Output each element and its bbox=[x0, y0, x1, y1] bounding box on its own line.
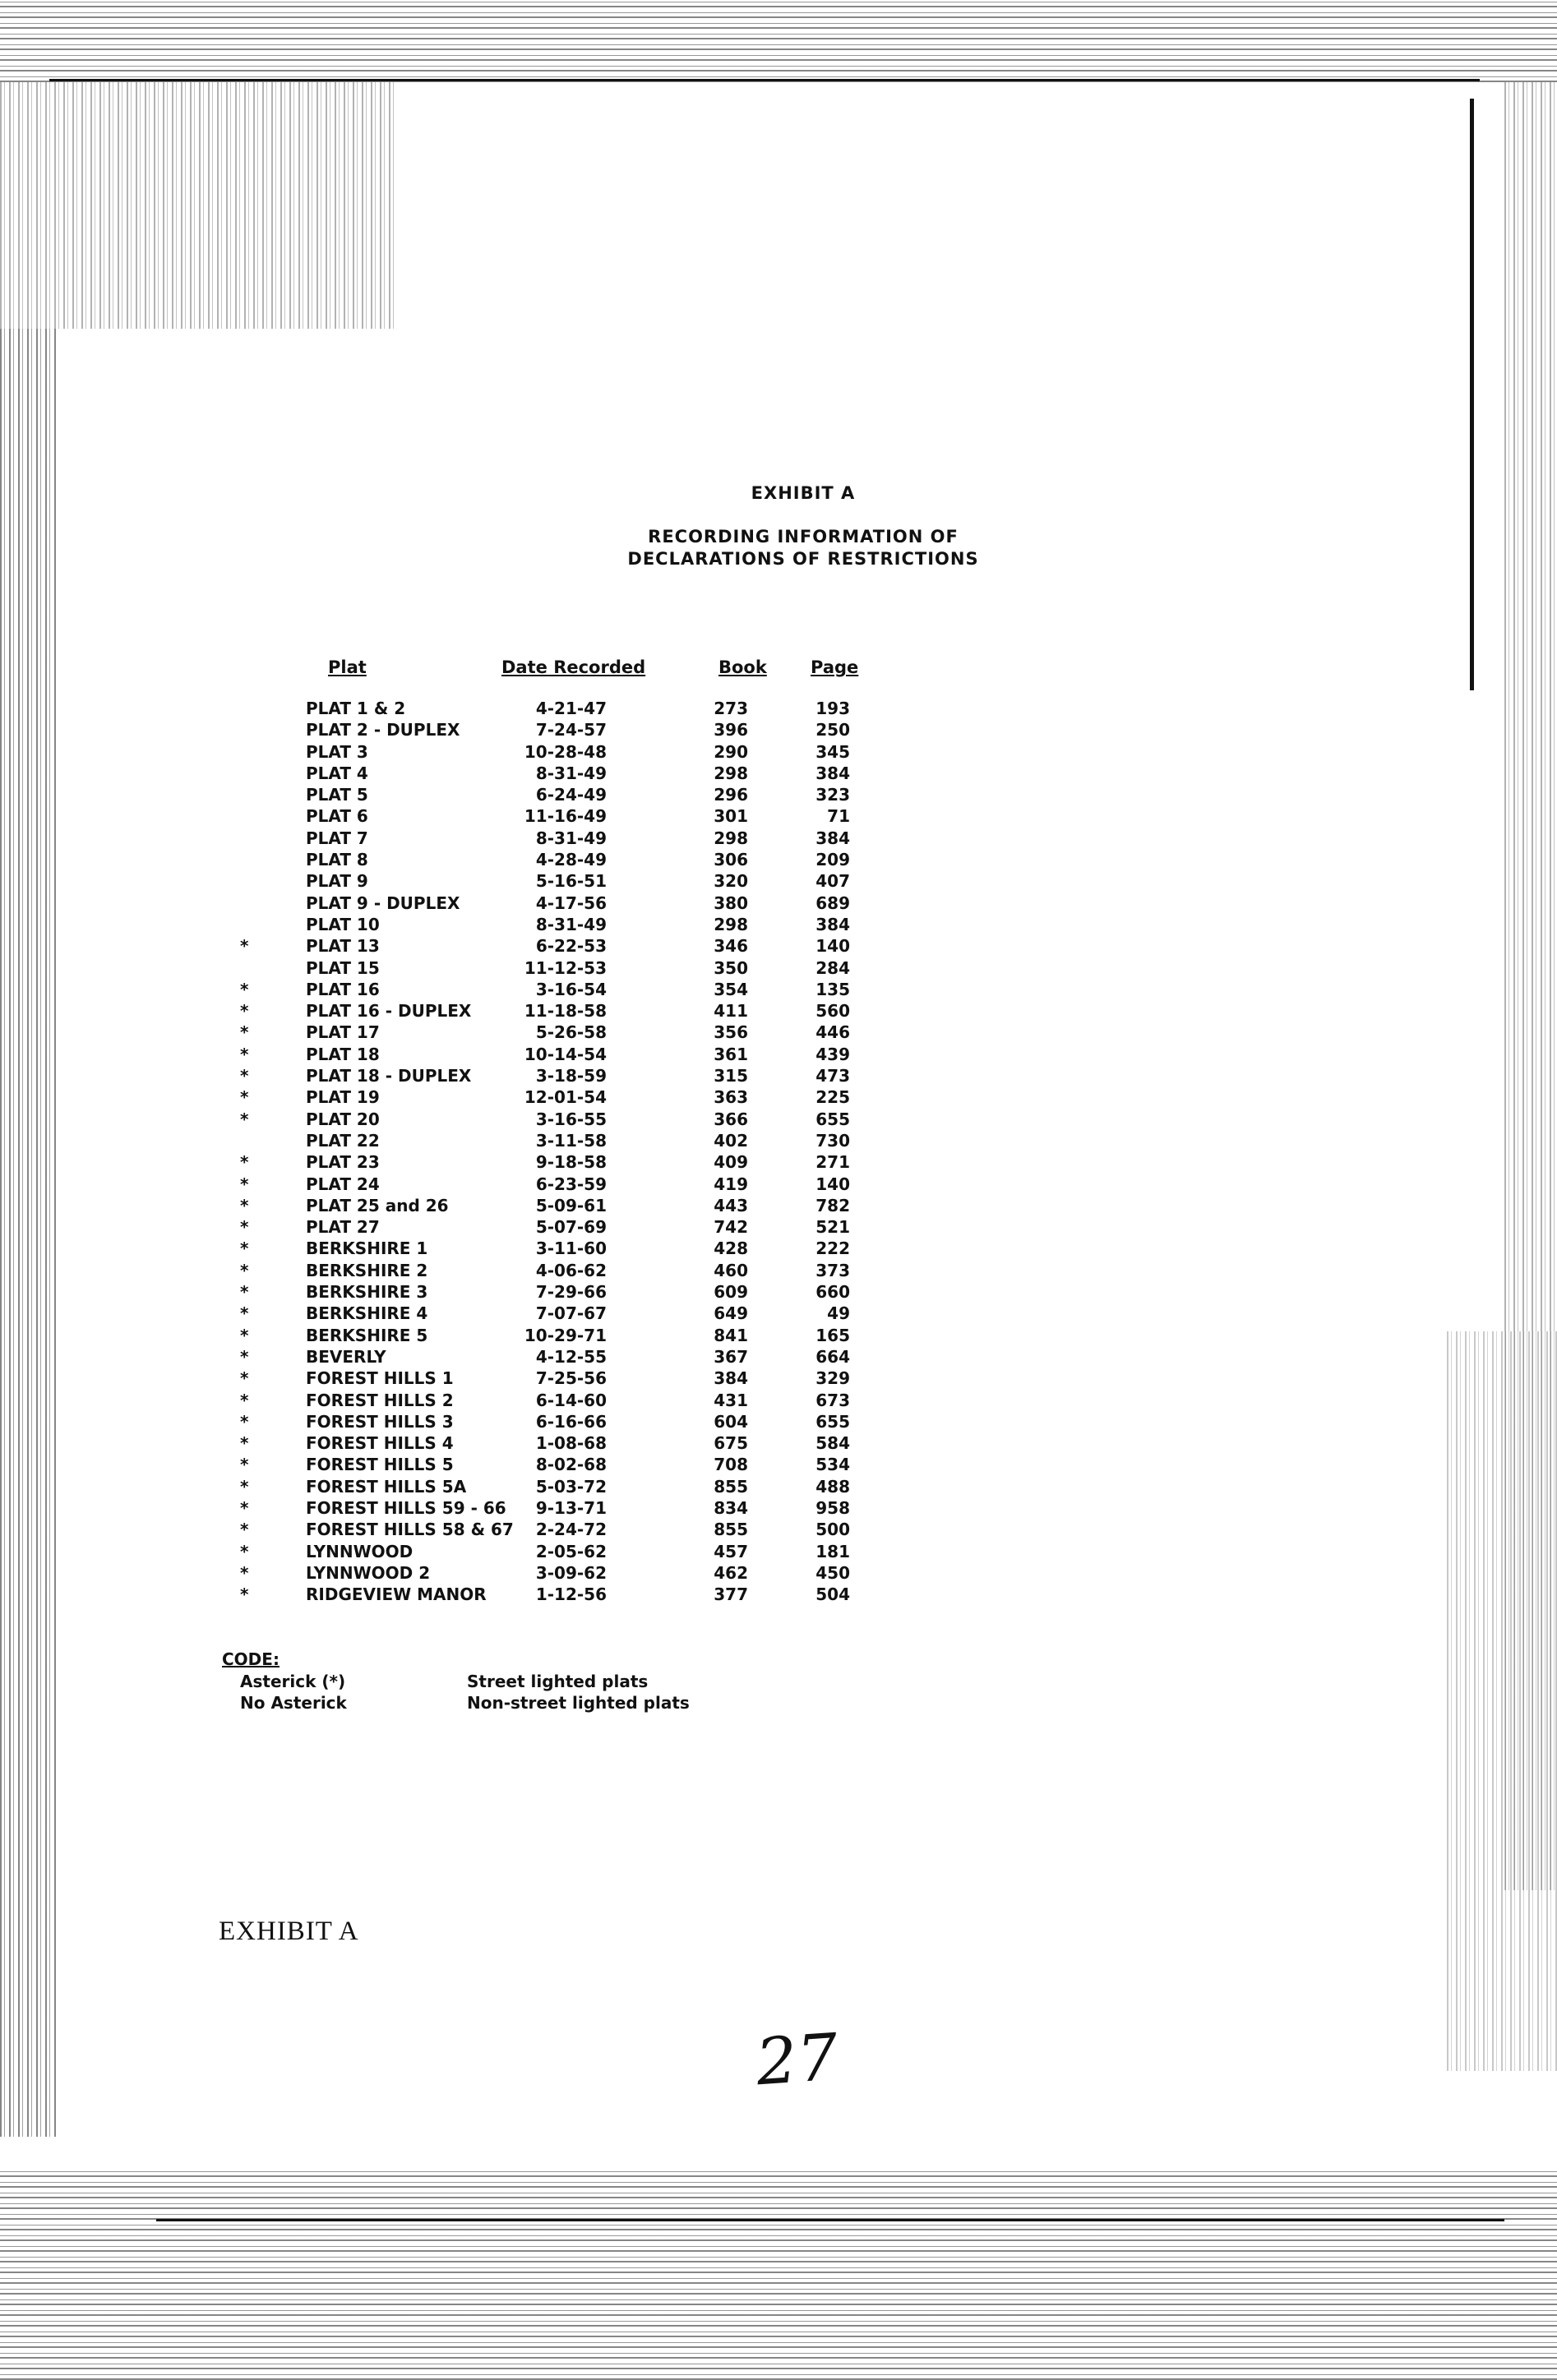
plat-name: FOREST HILLS 5 bbox=[306, 1455, 454, 1475]
document-title: EXHIBIT A bbox=[751, 483, 856, 503]
page-number: 439 bbox=[815, 1044, 850, 1064]
date-recorded: 4-12-55 bbox=[535, 1346, 607, 1367]
plat-name: FOREST HILLS 58 & 67 bbox=[306, 1520, 514, 1540]
plat-name: PLAT 5 bbox=[306, 785, 368, 805]
page-number: 373 bbox=[815, 1260, 850, 1280]
table-row bbox=[0, 1303, 1557, 1325]
plat-name: LYNNWOOD bbox=[306, 1541, 414, 1561]
street-lighted-marker: * bbox=[240, 1238, 249, 1259]
book-number: 841 bbox=[714, 1325, 748, 1345]
street-lighted-marker: * bbox=[240, 1001, 249, 1022]
date-recorded: 9-13-71 bbox=[535, 1497, 607, 1518]
date-recorded: 10-29-71 bbox=[524, 1325, 607, 1345]
table-row bbox=[0, 1520, 1557, 1541]
plat-name: PLAT 9 bbox=[306, 871, 368, 892]
plat-name: PLAT 10 bbox=[306, 914, 380, 934]
plat-name: FOREST HILLS 1 bbox=[306, 1368, 454, 1389]
street-lighted-marker: * bbox=[240, 1433, 249, 1454]
page-number: 135 bbox=[815, 979, 850, 999]
plat-name: PLAT 13 bbox=[306, 936, 380, 957]
date-recorded: 4-17-56 bbox=[535, 892, 607, 913]
date-recorded: 3-16-54 bbox=[535, 979, 607, 999]
page-number: 329 bbox=[815, 1368, 850, 1389]
plat-name: PLAT 7 bbox=[306, 828, 368, 848]
page-number: 193 bbox=[815, 699, 850, 718]
book-number: 363 bbox=[714, 1087, 748, 1108]
plat-name: PLAT 9 - DUPLEX bbox=[306, 892, 460, 913]
handwritten-page-number: 27 bbox=[753, 2020, 841, 2101]
book-number: 290 bbox=[714, 741, 748, 762]
table-row bbox=[0, 1045, 1557, 1066]
street-lighted-marker: * bbox=[240, 1022, 249, 1043]
date-recorded: 6-23-59 bbox=[535, 1174, 607, 1194]
plat-name: BERKSHIRE 1 bbox=[306, 1238, 428, 1259]
page-number: 140 bbox=[815, 1174, 850, 1194]
date-recorded: 2-24-72 bbox=[535, 1520, 607, 1540]
date-recorded: 4-06-62 bbox=[535, 1260, 607, 1280]
book-number: 350 bbox=[714, 957, 748, 978]
table-row bbox=[0, 1477, 1557, 1498]
plat-name: LYNNWOOD 2 bbox=[306, 1562, 431, 1583]
page-number: 407 bbox=[815, 871, 850, 892]
plat-name: BERKSHIRE 3 bbox=[306, 1282, 428, 1303]
page-number: 584 bbox=[815, 1433, 850, 1454]
table-row bbox=[0, 1001, 1557, 1022]
page-number: 271 bbox=[815, 1152, 850, 1173]
plat-name: PLAT 6 bbox=[306, 806, 368, 827]
date-recorded: 7-25-56 bbox=[535, 1368, 607, 1389]
page-number: 958 bbox=[815, 1497, 850, 1518]
page-number: 222 bbox=[815, 1238, 850, 1259]
page-number: 209 bbox=[815, 850, 850, 870]
street-lighted-marker: * bbox=[240, 1346, 249, 1367]
code-no-asterisk-label: No Asterick bbox=[240, 1693, 347, 1713]
page-number: 181 bbox=[815, 1541, 850, 1561]
table-row bbox=[0, 1282, 1557, 1303]
table-row bbox=[0, 1196, 1557, 1217]
date-recorded: 8-31-49 bbox=[535, 914, 607, 934]
book-number: 298 bbox=[714, 828, 748, 848]
header-book: Book bbox=[718, 657, 767, 677]
plat-name: PLAT 17 bbox=[306, 1022, 380, 1043]
scan-noise-bottom bbox=[0, 2170, 1557, 2380]
date-recorded: 1-08-68 bbox=[535, 1433, 607, 1454]
page-number: 664 bbox=[815, 1346, 850, 1367]
book-number: 742 bbox=[714, 1217, 748, 1238]
table-row bbox=[0, 785, 1557, 806]
date-recorded: 3-11-58 bbox=[535, 1130, 607, 1151]
scan-rule-bottom bbox=[156, 2219, 1504, 2221]
street-lighted-marker: * bbox=[240, 1325, 249, 1345]
page-number: 284 bbox=[815, 957, 850, 978]
date-recorded: 11-12-53 bbox=[524, 957, 607, 978]
street-lighted-marker: * bbox=[240, 1541, 249, 1561]
page-number: 655 bbox=[815, 1411, 850, 1432]
street-lighted-marker: * bbox=[240, 1497, 249, 1518]
table-row bbox=[0, 1563, 1557, 1584]
table-row bbox=[0, 1066, 1557, 1087]
page-number: 782 bbox=[815, 1195, 850, 1215]
book-number: 708 bbox=[714, 1455, 748, 1475]
page-number: 689 bbox=[815, 892, 850, 913]
table-row bbox=[0, 699, 1557, 720]
plat-name: FOREST HILLS 3 bbox=[306, 1411, 454, 1432]
street-lighted-marker: * bbox=[240, 1066, 249, 1086]
street-lighted-marker: * bbox=[240, 1087, 249, 1108]
table-row bbox=[0, 1455, 1557, 1476]
book-number: 361 bbox=[714, 1044, 748, 1064]
plat-name: FOREST HILLS 5A bbox=[306, 1476, 467, 1497]
date-recorded: 5-16-51 bbox=[535, 871, 607, 892]
date-recorded: 3-16-55 bbox=[535, 1109, 607, 1129]
book-number: 301 bbox=[714, 806, 748, 827]
subtitle-line: DECLARATIONS OF RESTRICTIONS bbox=[627, 549, 979, 569]
date-recorded: 7-24-57 bbox=[535, 720, 607, 740]
table-row bbox=[0, 1584, 1557, 1606]
book-number: 460 bbox=[714, 1260, 748, 1280]
page-number: 473 bbox=[815, 1066, 850, 1086]
table-row bbox=[0, 893, 1557, 915]
header-date-recorded: Date Recorded bbox=[501, 657, 646, 677]
book-number: 402 bbox=[714, 1130, 748, 1151]
date-recorded: 3-09-62 bbox=[535, 1562, 607, 1583]
page-number: 165 bbox=[815, 1325, 850, 1345]
page-number: 140 bbox=[815, 936, 850, 957]
code-asterisk-label: Asterick (*) bbox=[240, 1672, 346, 1691]
street-lighted-marker: * bbox=[240, 979, 249, 999]
street-lighted-marker: * bbox=[240, 1303, 249, 1324]
date-recorded: 4-21-47 bbox=[535, 699, 607, 718]
page-number: 521 bbox=[815, 1217, 850, 1238]
footer-exhibit-label: EXHIBIT A bbox=[219, 1916, 359, 1946]
plat-name: RIDGEVIEW MANOR bbox=[306, 1584, 487, 1605]
scan-rule-right bbox=[1470, 99, 1474, 690]
plat-name: PLAT 15 bbox=[306, 957, 380, 978]
street-lighted-marker: * bbox=[240, 1152, 249, 1173]
date-recorded: 6-14-60 bbox=[535, 1390, 607, 1410]
street-lighted-marker: * bbox=[240, 1195, 249, 1215]
plat-name: PLAT 2 - DUPLEX bbox=[306, 720, 460, 740]
table-row bbox=[0, 1433, 1557, 1455]
plat-name: PLAT 18 - DUPLEX bbox=[306, 1066, 472, 1086]
book-number: 273 bbox=[714, 699, 748, 718]
book-number: 346 bbox=[714, 936, 748, 957]
table-row bbox=[0, 936, 1557, 957]
plat-name: PLAT 1 & 2 bbox=[306, 699, 406, 718]
book-number: 380 bbox=[714, 892, 748, 913]
book-number: 298 bbox=[714, 914, 748, 934]
header-page: Page bbox=[811, 657, 859, 677]
page-number: 488 bbox=[815, 1476, 850, 1497]
table-row bbox=[0, 1152, 1557, 1174]
header-plat: Plat bbox=[328, 657, 367, 677]
date-recorded: 8-02-68 bbox=[535, 1455, 607, 1475]
page-number: 323 bbox=[815, 785, 850, 805]
plat-name: PLAT 8 bbox=[306, 850, 368, 870]
plat-name: FOREST HILLS 4 bbox=[306, 1433, 454, 1454]
date-recorded: 11-18-58 bbox=[524, 1001, 607, 1022]
book-number: 411 bbox=[714, 1001, 748, 1022]
page-number: 560 bbox=[815, 1001, 850, 1022]
table-row bbox=[0, 1261, 1557, 1282]
plat-name: BERKSHIRE 2 bbox=[306, 1260, 428, 1280]
page-number: 730 bbox=[815, 1130, 850, 1151]
plat-name: PLAT 16 - DUPLEX bbox=[306, 1001, 472, 1022]
plat-name: FOREST HILLS 59 - 66 bbox=[306, 1497, 506, 1518]
date-recorded: 6-16-66 bbox=[535, 1411, 607, 1432]
book-number: 428 bbox=[714, 1238, 748, 1259]
plat-name: PLAT 20 bbox=[306, 1109, 380, 1129]
page-number: 71 bbox=[827, 806, 850, 827]
plat-name: PLAT 25 and 26 bbox=[306, 1195, 449, 1215]
street-lighted-marker: * bbox=[240, 1217, 249, 1238]
page-number: 446 bbox=[815, 1022, 850, 1043]
plat-name: BEVERLY bbox=[306, 1346, 386, 1367]
street-lighted-marker: * bbox=[240, 1455, 249, 1475]
table-row bbox=[0, 1238, 1557, 1260]
book-number: 356 bbox=[714, 1022, 748, 1043]
book-number: 296 bbox=[714, 785, 748, 805]
date-recorded: 7-29-66 bbox=[535, 1282, 607, 1303]
table-row bbox=[0, 915, 1557, 936]
page-number: 384 bbox=[815, 914, 850, 934]
date-recorded: 3-11-60 bbox=[535, 1238, 607, 1259]
book-number: 649 bbox=[714, 1303, 748, 1324]
code-asterisk-meaning: Street lighted plats bbox=[467, 1672, 649, 1691]
table-row bbox=[0, 1131, 1557, 1152]
page-number: 450 bbox=[815, 1562, 850, 1583]
page-number: 225 bbox=[815, 1087, 850, 1108]
table-row bbox=[0, 1391, 1557, 1412]
date-recorded: 8-31-49 bbox=[535, 828, 607, 848]
table-row bbox=[0, 828, 1557, 850]
book-number: 855 bbox=[714, 1476, 748, 1497]
table-row bbox=[0, 720, 1557, 741]
date-recorded: 6-24-49 bbox=[535, 785, 607, 805]
table-row bbox=[0, 1087, 1557, 1109]
street-lighted-marker: * bbox=[240, 1476, 249, 1497]
plat-name: PLAT 27 bbox=[306, 1217, 380, 1238]
table-row bbox=[0, 1109, 1557, 1131]
book-number: 298 bbox=[714, 763, 748, 783]
code-title: CODE: bbox=[222, 1649, 280, 1669]
table-row bbox=[0, 1326, 1557, 1347]
street-lighted-marker: * bbox=[240, 1520, 249, 1540]
street-lighted-marker: * bbox=[240, 1584, 249, 1605]
page-number: 660 bbox=[815, 1282, 850, 1303]
date-recorded: 3-18-59 bbox=[535, 1066, 607, 1086]
table-row bbox=[0, 850, 1557, 871]
street-lighted-marker: * bbox=[240, 1368, 249, 1389]
plat-name: BERKSHIRE 4 bbox=[306, 1303, 428, 1324]
date-recorded: 12-01-54 bbox=[524, 1087, 607, 1108]
plat-name: PLAT 24 bbox=[306, 1174, 380, 1194]
table-row bbox=[0, 1368, 1557, 1390]
date-recorded: 10-28-48 bbox=[524, 741, 607, 762]
street-lighted-marker: * bbox=[240, 1260, 249, 1280]
page-number: 655 bbox=[815, 1109, 850, 1129]
book-number: 604 bbox=[714, 1411, 748, 1432]
book-number: 354 bbox=[714, 979, 748, 999]
date-recorded: 5-26-58 bbox=[535, 1022, 607, 1043]
page-number: 384 bbox=[815, 828, 850, 848]
date-recorded: 4-28-49 bbox=[535, 850, 607, 870]
date-recorded: 5-07-69 bbox=[535, 1217, 607, 1238]
street-lighted-marker: * bbox=[240, 936, 249, 957]
book-number: 419 bbox=[714, 1174, 748, 1194]
table-row bbox=[0, 763, 1557, 785]
plat-name: PLAT 3 bbox=[306, 741, 368, 762]
table-row bbox=[0, 958, 1557, 980]
street-lighted-marker: * bbox=[240, 1174, 249, 1194]
street-lighted-marker: * bbox=[240, 1044, 249, 1064]
page-number: 500 bbox=[815, 1520, 850, 1540]
page-number: 250 bbox=[815, 720, 850, 740]
table-row bbox=[0, 1412, 1557, 1433]
plat-name: PLAT 16 bbox=[306, 979, 380, 999]
book-number: 443 bbox=[714, 1195, 748, 1215]
table-row bbox=[0, 1347, 1557, 1368]
document-subtitle bbox=[25, 526, 1557, 570]
book-number: 384 bbox=[714, 1368, 748, 1389]
book-number: 306 bbox=[714, 850, 748, 870]
plat-name: FOREST HILLS 2 bbox=[306, 1390, 454, 1410]
recording-table bbox=[0, 699, 1557, 1606]
date-recorded: 7-07-67 bbox=[535, 1303, 607, 1324]
table-row bbox=[0, 871, 1557, 892]
book-number: 377 bbox=[714, 1584, 748, 1605]
book-number: 457 bbox=[714, 1541, 748, 1561]
table-row bbox=[0, 1542, 1557, 1563]
book-number: 675 bbox=[714, 1433, 748, 1454]
book-number: 320 bbox=[714, 871, 748, 892]
book-number: 855 bbox=[714, 1520, 748, 1540]
street-lighted-marker: * bbox=[240, 1390, 249, 1410]
date-recorded: 10-14-54 bbox=[524, 1044, 607, 1064]
table-row bbox=[0, 1217, 1557, 1238]
book-number: 462 bbox=[714, 1562, 748, 1583]
table-row bbox=[0, 1174, 1557, 1196]
plat-name: BERKSHIRE 5 bbox=[306, 1325, 428, 1345]
street-lighted-marker: * bbox=[240, 1109, 249, 1129]
table-row bbox=[0, 806, 1557, 828]
date-recorded: 8-31-49 bbox=[535, 763, 607, 783]
book-number: 315 bbox=[714, 1066, 748, 1086]
date-recorded: 9-18-58 bbox=[535, 1152, 607, 1173]
book-number: 366 bbox=[714, 1109, 748, 1129]
book-number: 609 bbox=[714, 1282, 748, 1303]
date-recorded: 6-22-53 bbox=[535, 936, 607, 957]
street-lighted-marker: * bbox=[240, 1282, 249, 1303]
scan-rule-top bbox=[49, 79, 1480, 81]
plat-name: PLAT 23 bbox=[306, 1152, 380, 1173]
page-number: 49 bbox=[827, 1303, 850, 1324]
scan-noise-top bbox=[0, 0, 1557, 82]
plat-name: PLAT 4 bbox=[306, 763, 368, 783]
date-recorded: 1-12-56 bbox=[535, 1584, 607, 1605]
date-recorded: 5-03-72 bbox=[535, 1476, 607, 1497]
book-number: 834 bbox=[714, 1497, 748, 1518]
book-number: 367 bbox=[714, 1346, 748, 1367]
scan-noise-top-left bbox=[0, 82, 395, 329]
book-number: 396 bbox=[714, 720, 748, 740]
plat-name: PLAT 18 bbox=[306, 1044, 380, 1064]
date-recorded: 11-16-49 bbox=[524, 806, 607, 827]
date-recorded: 2-05-62 bbox=[535, 1541, 607, 1561]
subtitle-line: RECORDING INFORMATION OF bbox=[648, 527, 959, 547]
book-number: 431 bbox=[714, 1390, 748, 1410]
plat-name: PLAT 19 bbox=[306, 1087, 380, 1108]
plat-name: PLAT 22 bbox=[306, 1130, 380, 1151]
table-row bbox=[0, 980, 1557, 1001]
page-number: 534 bbox=[815, 1455, 850, 1475]
date-recorded: 5-09-61 bbox=[535, 1195, 607, 1215]
page-number: 673 bbox=[815, 1390, 850, 1410]
street-lighted-marker: * bbox=[240, 1562, 249, 1583]
table-row bbox=[0, 1022, 1557, 1044]
street-lighted-marker: * bbox=[240, 1411, 249, 1432]
code-no-asterisk-meaning: Non-street lighted plats bbox=[467, 1693, 690, 1713]
page-number: 384 bbox=[815, 763, 850, 783]
table-row bbox=[0, 742, 1557, 763]
page-number: 504 bbox=[815, 1584, 850, 1605]
book-number: 409 bbox=[714, 1152, 748, 1173]
table-row bbox=[0, 1498, 1557, 1520]
page-number: 345 bbox=[815, 741, 850, 762]
